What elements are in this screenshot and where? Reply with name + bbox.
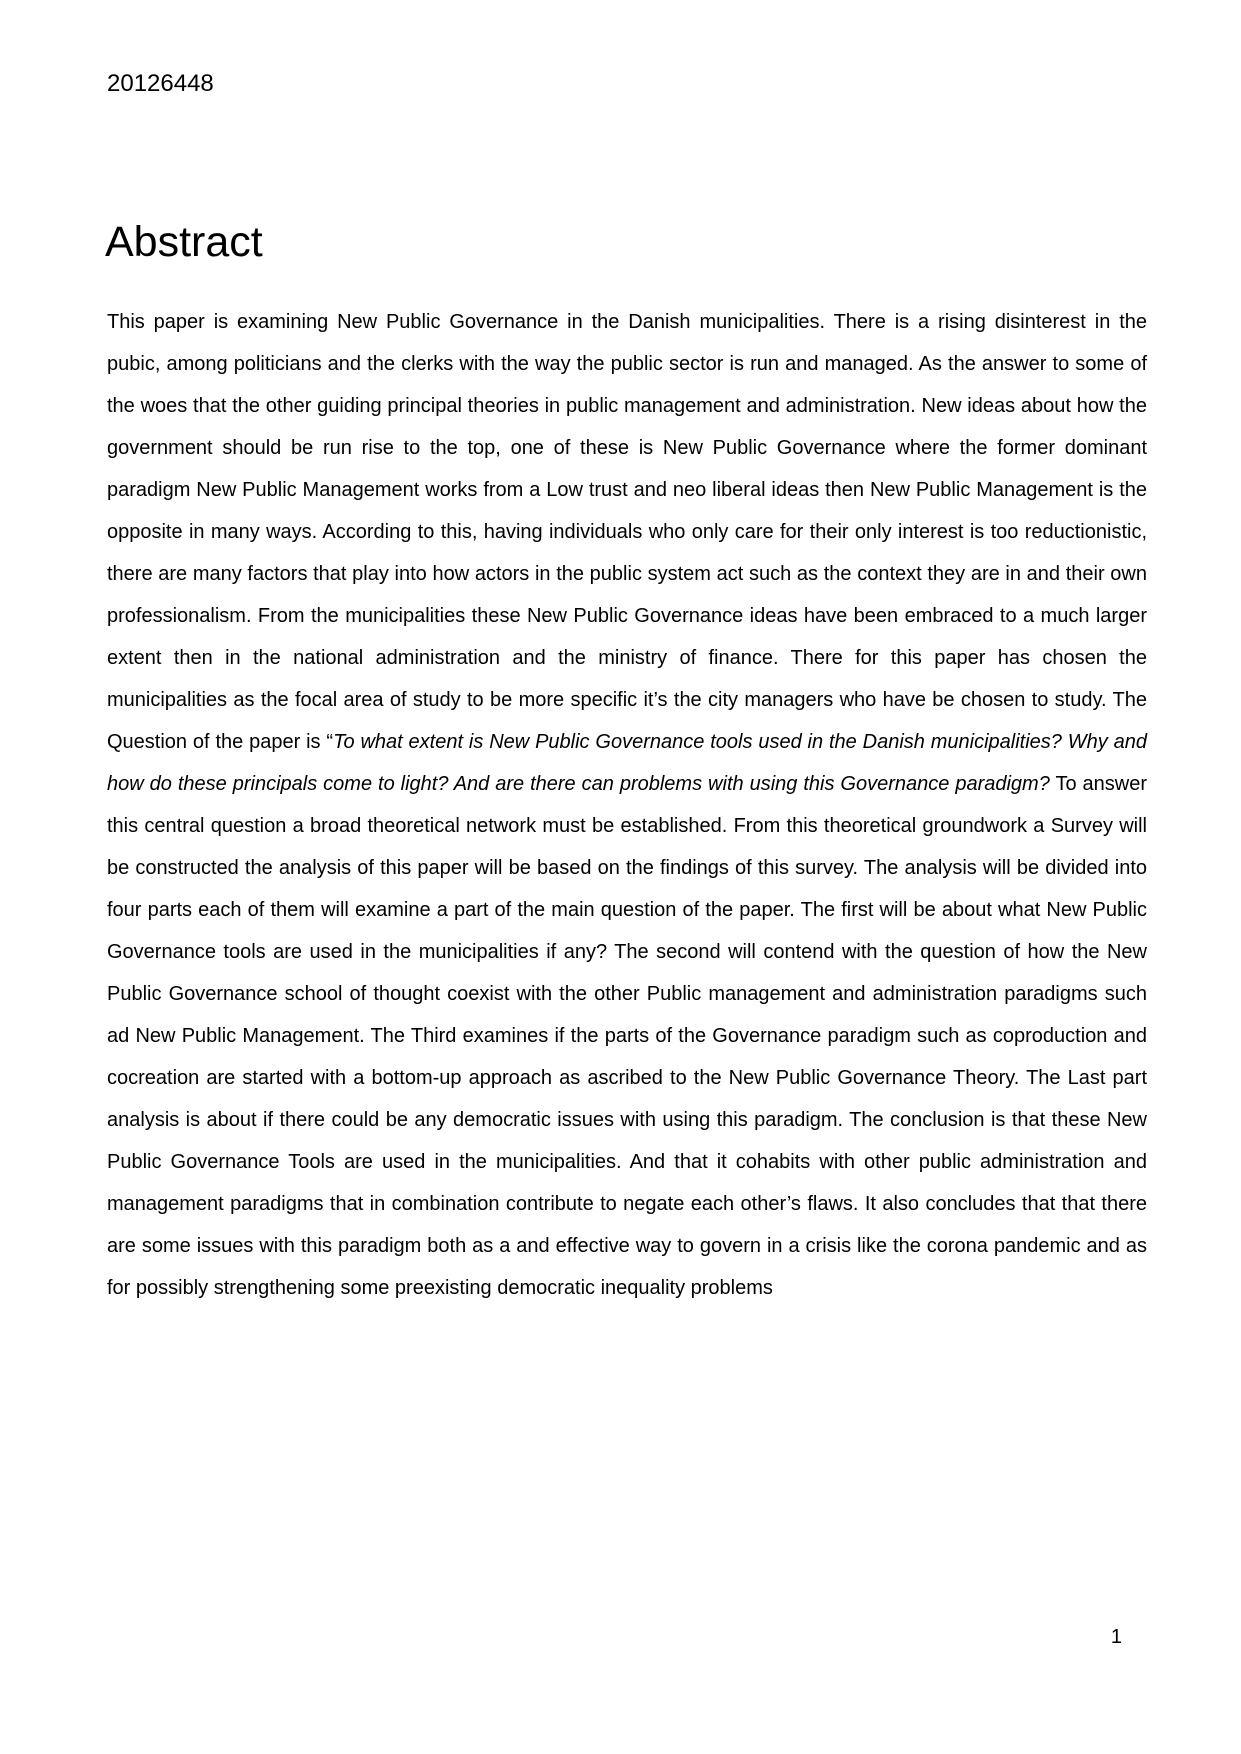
page-title: Abstract xyxy=(105,218,263,266)
page-number: 1 xyxy=(1110,1626,1122,1648)
abstract-text-tail: To answer this central question a broad theoretical network must be established. From this theoretical groundwork a Survey will be constructed the analysis of this paper will be based on the findings of this survey. The analysis will be divided into four parts each of them will examine a part of the main question of the paper. The first will be about what New Public Governance tools are used in the municipalities if any? The second will contend with the question of how the New Public Governance school of thought coexist with the other Public management and administration paradigms such ad New Public Management. The Third examines if the parts of the Governance paradigm such as coproduction and cocreation are started with a bottom-up approach as ascribed to the New Public Governance Theory. The Last part analysis is about if there could be any democratic issues with using this paradigm. The conclusion is that these New Public Governance Tools are used in the municipalities. And that it cohabits with other public administration and management paradigms that in combination contribute to negate each other’s flaws. It also concludes that that there are some issues with this paradigm both as a and effective way to govern in a crisis like the corona pandemic and as for possibly strengthening some preexisting democratic inequality problems xyxy=(107,773,1147,1299)
abstract-text-lead: This paper is examining New Public Governance in the Danish municipalities. There is a rising disinterest in the pubic, among politicians and the clerks with the way the public sector is run and managed. As the answer to some of the woes that the other guiding principal theories in public management and administration. New ideas about how the government should be run rise to the top, one of these is New Public Governance where the former dominant paradigm New Public Management works from a Low trust and neo liberal ideas then New Public Management is the opposite in many ways. According to this, having individuals who only care for their only interest is too reductionistic, there are many factors that play into how actors in the public system act such as the context they are in and their own professionalism. From the municipalities these New Public Governance ideas have been embraced to a much larger extent then in the national administration and the ministry of finance. There for this paper has chosen the municipalities as the focal area of study to be more specific it’s the city managers who have be chosen to study. The Question of the paper is “ xyxy=(107,311,1147,753)
abstract-paragraph xyxy=(107,301,1147,1309)
student-id-header: 20126448 xyxy=(107,70,214,97)
research-question-quote: To what extent is New Public Governance tools used in the Danish municipalities? Why and how do these principals come to light? And are there can problems with using this Governance paradigm? xyxy=(107,731,1148,795)
